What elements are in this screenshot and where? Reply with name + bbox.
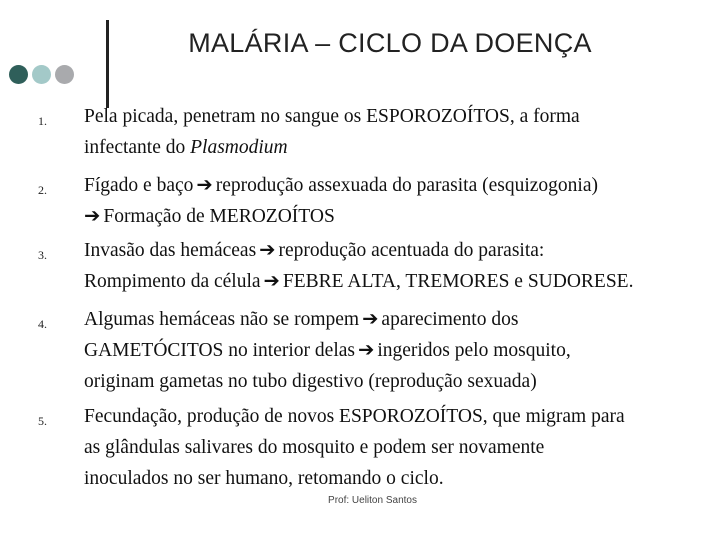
decorative-dots: [9, 65, 74, 84]
text-segment: Algumas hemáceas não se rompem: [84, 309, 360, 330]
text-segment: FEBRE ALTA, TREMORES e SUDORESE.: [282, 271, 634, 292]
arrow-icon: ➔: [196, 175, 213, 196]
arrow-icon: ➔: [84, 206, 101, 227]
list-number: 2.: [38, 183, 47, 197]
arrow-icon: ➔: [263, 271, 280, 292]
text-line: Fecundação, produção de novos ESPOROZOÍTOS, que migram para: [84, 406, 625, 427]
text-line: [84, 170, 699, 201]
dot-light-teal: [32, 65, 51, 84]
text-line: inoculados no ser humano, retomando o ciclo.: [84, 468, 444, 489]
slide-title: MALÁRIA – CICLO DA DOENÇA: [188, 28, 592, 58]
item-text: [84, 170, 699, 232]
item-text: [84, 235, 699, 297]
text-line: [84, 304, 699, 335]
text-line: as glândulas salivares do mosquito e podem ser novamente: [84, 437, 545, 458]
list-number: 4.: [38, 317, 47, 331]
list-number: 1.: [38, 114, 47, 128]
text-segment: Invasão das hemáceas: [84, 240, 257, 261]
list-number: 3.: [38, 248, 47, 262]
text-segment: ingeridos pelo mosquito,: [377, 340, 571, 361]
text-segment: GAMETÓCITOS no interior delas: [84, 340, 355, 361]
slide-footer: Prof: Ueliton Santos: [328, 495, 417, 506]
item-text: [84, 304, 699, 397]
text-segment: infectante do: [84, 137, 191, 158]
item-text: [84, 401, 699, 494]
text-segment: Rompimento da célula: [84, 271, 261, 292]
text-segment: reprodução assexuada do parasita (esquizogonia): [215, 175, 598, 196]
text-line: [84, 235, 699, 266]
text-line: [84, 201, 699, 232]
title-divider-line: [106, 20, 109, 108]
dot-gray: [55, 65, 74, 84]
text-line: [84, 335, 699, 366]
arrow-icon: ➔: [362, 309, 379, 330]
text-segment: Formação de MEROZOÍTOS: [103, 206, 335, 227]
text-segment: Fígado e baço: [84, 175, 194, 196]
text-segment: aparecimento dos: [381, 309, 519, 330]
text-line: [84, 132, 699, 163]
list-number: 5.: [38, 414, 47, 428]
text-line: [84, 266, 699, 297]
arrow-icon: ➔: [357, 340, 375, 361]
item-text: [84, 101, 699, 163]
italic-term: Plasmodium: [190, 137, 288, 158]
text-line: Pela picada, penetram no sangue os ESPOROZOÍTOS, a forma: [84, 106, 580, 127]
text-line: originam gametas no tubo digestivo (reprodução sexuada): [84, 371, 537, 392]
arrow-icon: ➔: [259, 240, 276, 261]
dot-dark-teal: [9, 65, 28, 84]
text-segment: reprodução acentuada do parasita:: [278, 240, 545, 261]
